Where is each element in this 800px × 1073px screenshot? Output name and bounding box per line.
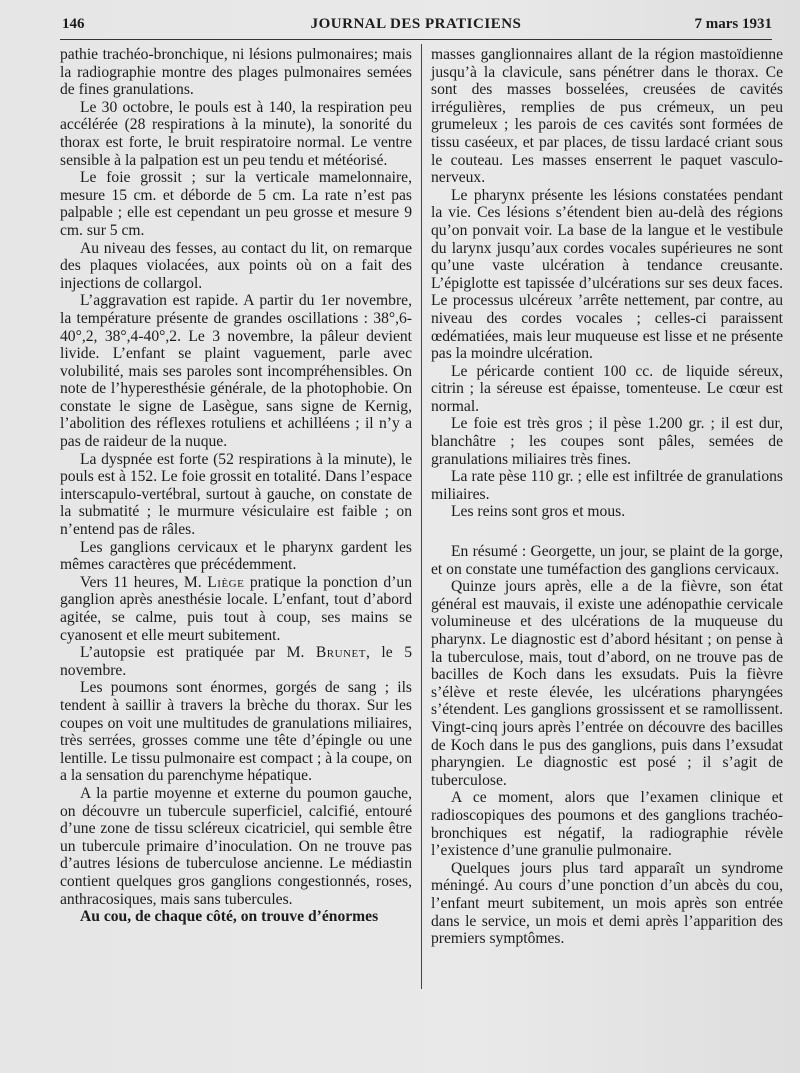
paragraph: Le pharynx présente les lésions constatées pendant la vie. Ces lésions s’étendent bien au-delà des régions qu’on ponvait voir. La base de la langue et le vestibule du larynx jusqu’aux cordes vocales supérieures ne sont qu’une vaste ulcération à tendance creusante. L’épiglotte est tapissée d’ulcérations sur ses deux faces. Le processus ulcéreux ’arrête nettement, par contre, au niveau des cordes vocales ; celles-ci paraissent œdématiées, mais leur muqueuse est lisse et ne présente pas la moindre ulcération. (431, 186, 783, 363)
text-run: L’autopsie est pratiquée par M. (80, 644, 305, 662)
paragraph: Les poumons sont énormes, gorgés de sang ; ils tendent à saillir à travers la brèche du thorax. Sur les coupes on voit une multitudes de granulations miliaires, très serrées, grosses comme une tête d’épingle ou une lentille. Le tissu pulmonaire est compact ; à la coupe, on a la sensation du parenchyme hépatique. (60, 679, 412, 785)
paragraph: Les ganglions cervicaux et le pharynx gardent les mêmes caractères que précédemment. (60, 538, 412, 574)
issue-date: 7 mars 1931 (694, 16, 772, 32)
paragraph: L’aggravation est rapide. A partir du 1er novembre, la température présente de grandes oscillations : 38°,6-40°,2, 38°,4-40°,2. Le 3 novembre, la pâleur devient livide. L’enfant se plaint vaguement, parle avec volubilité, mais ses paroles sont incompréhensibles. On note de l’hyperesthésie générale, de la photophobie. On constate le signe de Lasègue, sans signe de Kernig, l’abolition des réflexes rotuliens et achilléens ; il n’y a pas de raideur de la nuque. (60, 292, 412, 451)
paragraph: Quinze jours après, elle a de la fièvre, son état général est mauvais, il existe une adénopathie cervicale volumineuse et des ulcérations de la muqueuse du pharynx. Le diagnostic est d’abord hésitant ; on pense à la tuberculose, mais, tout d’abord, on ne trouve pas de bacilles de Koch dans les exsudats. Puis la fièvre s’élève et reste élevée, les ulcérations pharyngées s’étendent. Les ganglions grossissent et se ramollissent. Vingt-cinq jours après l’entrée on découvre des bacilles de Koch dans le pus des ganglions, puis dans l’exsudat pharyngien. Le diagnostic est posé ; il s’agit de tuberculose. (431, 578, 783, 789)
paragraph: Les reins sont gros et mous. (451, 503, 626, 521)
left-column (60, 46, 412, 926)
paragraph: A la partie moyenne et externe du poumon gauche, on découvre un tubercule superficiel, calcifié, entouré d’une zone de tissu scléreux cicatriciel, qui semble être un tubercule primaire d’inoculation. On ne trouve pas d’autres lésions de tuberculose ancienne. Le médiastin contient quelques gros ganglions congestionnés, roses, anthracosiques, mais sans tubercules. (60, 784, 412, 908)
page-number: 146 (62, 16, 85, 32)
text-run: , le 5 novembre. (60, 644, 412, 679)
running-header (60, 14, 772, 36)
header-rule (60, 39, 772, 40)
paragraph: Quelques jours plus tard apparaît un syndrome méningé. Au cours d’une ponction d’un abcès du cou, l’enfant meurt subitement, un mois après son entrée dans le service, un mois et demi après l’apparition des premiers symptômes. (431, 859, 783, 948)
text-run: Vers 11 heures, M. (80, 573, 202, 591)
paragraph: Au niveau des fesses, au contact du lit, on remarque des plaques violacées, aux points où on a fait des injections de collargol. (60, 239, 412, 292)
column-divider (421, 44, 422, 989)
paragraph: A ce moment, alors que l’examen clinique et radioscopiques des poumons et des ganglions trachéo-bronchiques est négatif, la radiographie révèle l’existence d’une granulie pulmonaire. (431, 789, 783, 860)
paragraph: Au cou, de chaque côté, on trouve d’énormes (80, 908, 379, 926)
text-run: pratique la ponction d’un ganglion après anesthésie locale. L’enfant, tout d’abord agitée, se calme, puis tout à coup, ses mains se cyanosent et elle meurt subitement. (60, 573, 412, 644)
paragraph (60, 574, 412, 644)
paragraph: masses ganglionnaires allant de la région mastoïdienne jusqu’à la clavicule, sans pénétrer dans le thorax. Ce sont des masses bosselées, creusées de cavités irrégulières, remplies de pus crémeux, un peu grumeleux ; les parois de ces cavités sont formées de tissu caséeux, et par places, de tissu lardacé criant sous le couteau. Les masses enserrent le paquet vasculo-nerveux. (431, 46, 783, 187)
person-name: Liège (207, 573, 245, 591)
right-column (431, 46, 783, 948)
journal-title: JOURNAL DES PRATICIENS (310, 16, 522, 32)
paragraph (60, 644, 412, 679)
paragraph: La dyspnée est forte (52 respirations à la minute), le pouls est à 152. Le foie grossit en totalité. Dans l’espace interscapulo-vertébral, surtout à gauche, on constate de la submatité ; le murmure vésiculaire est faible ; on n’entend pas de râles. (60, 450, 412, 539)
paragraph: Le foie est très gros ; il pèse 1.200 gr. ; il est dur, blanchâtre ; les coupes sont pâles, semées de granulations miliaires très fines. (431, 415, 783, 468)
person-name: Brunet (315, 644, 366, 662)
paragraph: pathie trachéo-bronchique, ni lésions pulmonaires; mais la radiographie montre des plages pulmonaires semées de fines granulations. (60, 46, 412, 99)
paragraph: Le péricarde contient 100 cc. de liquide séreux, citrin ; la séreuse est épaisse, tomenteuse. Le cœur est normal. (431, 362, 783, 415)
paragraph: La rate pèse 110 gr. ; elle est infiltrée de granulations miliaires. (431, 468, 783, 503)
section-gap (431, 521, 783, 543)
paragraph: En résumé : Georgette, un jour, se plaint de la gorge, et on constate une tuméfaction des ganglions cervicaux. (431, 543, 783, 578)
paragraph: Le foie grossit ; sur la verticale mamelonnaire, mesure 15 cm. et déborde de 5 cm. La rate n’est pas palpable ; elle est cependant un peu grosse et mesure 9 cm. sur 5 cm. (60, 169, 412, 239)
paragraph: Le 30 octobre, le pouls est à 140, la respiration peu accélérée (28 respirations à la minute), la sonorité du thorax est forte, le bruit respiratoire normal. Le ventre sensible à la palpation est un peu tendu et météorisé. (60, 98, 412, 169)
